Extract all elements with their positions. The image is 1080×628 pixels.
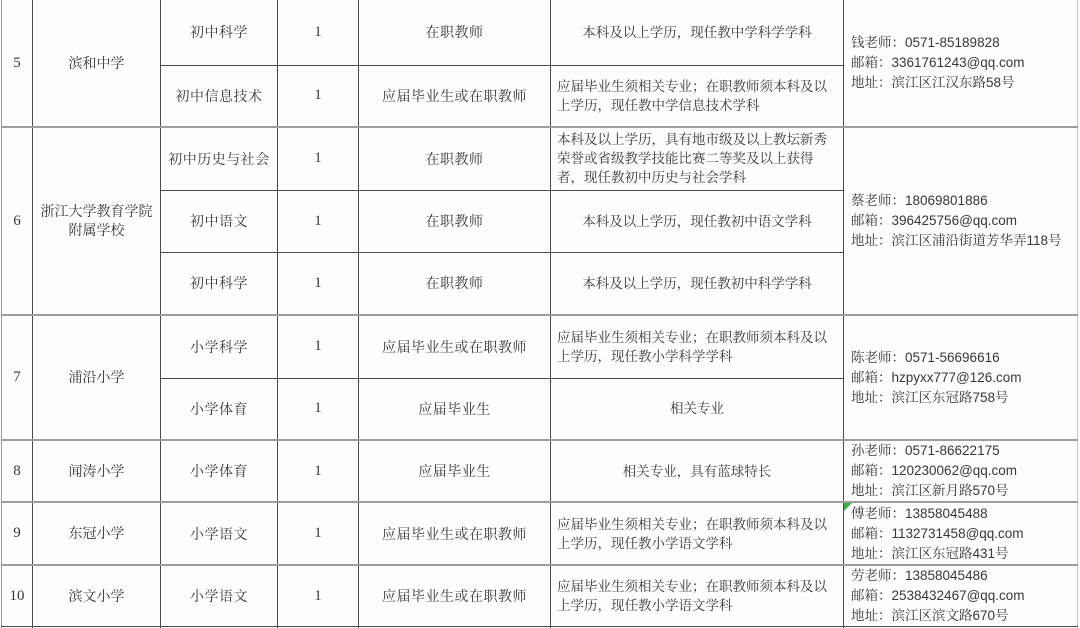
table-row [2,440,1078,502]
contact-email: 邮箱：hzpyxx777@126.com [851,369,1022,385]
school-cell: 东冠小学 [33,502,161,565]
subject-cell: 小学语文 [161,502,278,565]
requirement-cell: 本科及以上学历，现任教中学科学学科 [551,0,844,65]
contact-person: 孙老师：0571-86622175 [851,443,1000,458]
school-cell: 滨和中学 [33,0,161,127]
count-cell: 1 [278,127,359,190]
table-row [2,127,1078,190]
contact-cell [844,565,1078,627]
contact-cell [844,0,1078,127]
count-cell: 1 [278,502,359,565]
count-cell: 1 [278,252,359,315]
subject-cell: 小学语文 [161,565,278,627]
type-cell: 应届毕业生或在职教师 [359,65,551,127]
type-cell: 应届毕业生或在职教师 [359,315,551,378]
contact-address: 地址：滨江区东冠路431号 [851,545,1009,561]
table-row [2,565,1078,627]
requirement-cell: 应届毕业生须相关专业；在职教师须本科及以上学历，现任教小学语文学科 [551,565,844,627]
contact-address: 地址：滨江区东冠路758号 [851,389,1009,405]
row-number-cell: 10 [2,565,33,627]
count-cell: 1 [278,440,359,502]
school-cell: 浙江大学教育学院附属学校 [33,127,161,315]
requirement-cell: 应届毕业生须相关专业；在职教师须本科及以上学历，现任教小学语文学科 [551,502,844,565]
contact-address: 地址：滨江区江汉东路58号 [851,75,1015,90]
row-number-cell: 8 [2,440,33,502]
contact-cell [844,440,1078,502]
row-number-cell: 9 [2,502,33,565]
subject-cell: 初中信息技术 [161,65,278,127]
count-cell: 1 [278,315,359,378]
contact-address: 地址：滨江区新月路570号 [851,483,1009,498]
row-number-cell: 6 [2,127,33,315]
school-cell: 滨文小学 [33,565,161,627]
contact-person: 钱老师：0571-85189828 [851,35,1000,50]
type-cell: 应届毕业生或在职教师 [359,565,551,627]
contact-cell [844,502,1078,565]
requirement-cell: 相关专业，具有蓝球特长 [551,440,844,502]
comment-marker-icon [844,503,852,511]
subject-cell: 初中历史与社会 [161,127,278,190]
type-cell: 在职教师 [359,0,551,65]
type-cell: 应届毕业生 [359,440,551,502]
contact-cell [844,315,1078,440]
row-number-cell: 5 [2,0,33,127]
count-cell: 1 [278,190,359,252]
requirement-cell: 本科及以上学历，现任教初中语文学科 [551,190,844,252]
teacher-recruitment-table [1,0,1078,628]
subject-cell: 小学体育 [161,378,278,440]
requirement-cell: 相关专业 [551,378,844,440]
table-row [2,315,1078,378]
requirement-cell: 应届毕业生须相关专业；在职教师须本科及以上学历，现任教中学信息技术学科 [551,65,844,127]
contact-email: 邮箱：1132731458@qq.com [851,525,1024,541]
count-cell: 1 [278,565,359,627]
subject-cell: 初中语文 [161,190,278,252]
contact-address: 地址：滨江区浦沿街道芳华弄118号 [851,233,1062,248]
contact-cell [844,127,1078,315]
contact-email: 邮箱：2538432467@qq.com [851,588,1025,603]
school-cell: 闻涛小学 [33,440,161,502]
type-cell: 应届毕业生或在职教师 [359,502,551,565]
contact-person: 劳老师：13858045486 [851,568,988,583]
school-cell: 浦沿小学 [33,315,161,440]
count-cell: 1 [278,0,359,65]
table-row [2,0,1078,65]
contact-person: 陈老师：0571-56696616 [851,349,1000,365]
contact-email: 邮箱：396425756@qq.com [851,213,1018,228]
type-cell: 在职教师 [359,127,551,190]
subject-cell: 小学科学 [161,315,278,378]
contact-email: 邮箱：120230062@qq.com [851,463,1018,478]
count-cell: 1 [278,378,359,440]
requirement-cell: 应届毕业生须相关专业；在职教师须本科及以上学历，现任教小学科学学科 [551,315,844,378]
type-cell: 在职教师 [359,252,551,315]
subject-cell: 初中科学 [161,0,278,65]
subject-cell: 小学体育 [161,440,278,502]
table-row [2,502,1078,565]
requirement-cell: 本科及以上学历，具有地市级及以上教坛新秀荣誉或省级教学技能比赛二等奖及以上获得者，现任教初中历史与社会学科 [551,127,844,190]
count-cell: 1 [278,65,359,127]
row-number-cell: 7 [2,315,33,440]
contact-person: 傅老师：13858045488 [851,505,988,521]
type-cell: 应届毕业生 [359,378,551,440]
contact-person: 蔡老师：18069801886 [851,193,988,208]
contact-address: 地址：滨江区滨文路670号 [851,608,1009,623]
contact-email: 邮箱：3361761243@qq.com [851,55,1025,70]
type-cell: 在职教师 [359,190,551,252]
subject-cell: 初中科学 [161,252,278,315]
requirement-cell: 本科及以上学历，现任教初中科学学科 [551,252,844,315]
